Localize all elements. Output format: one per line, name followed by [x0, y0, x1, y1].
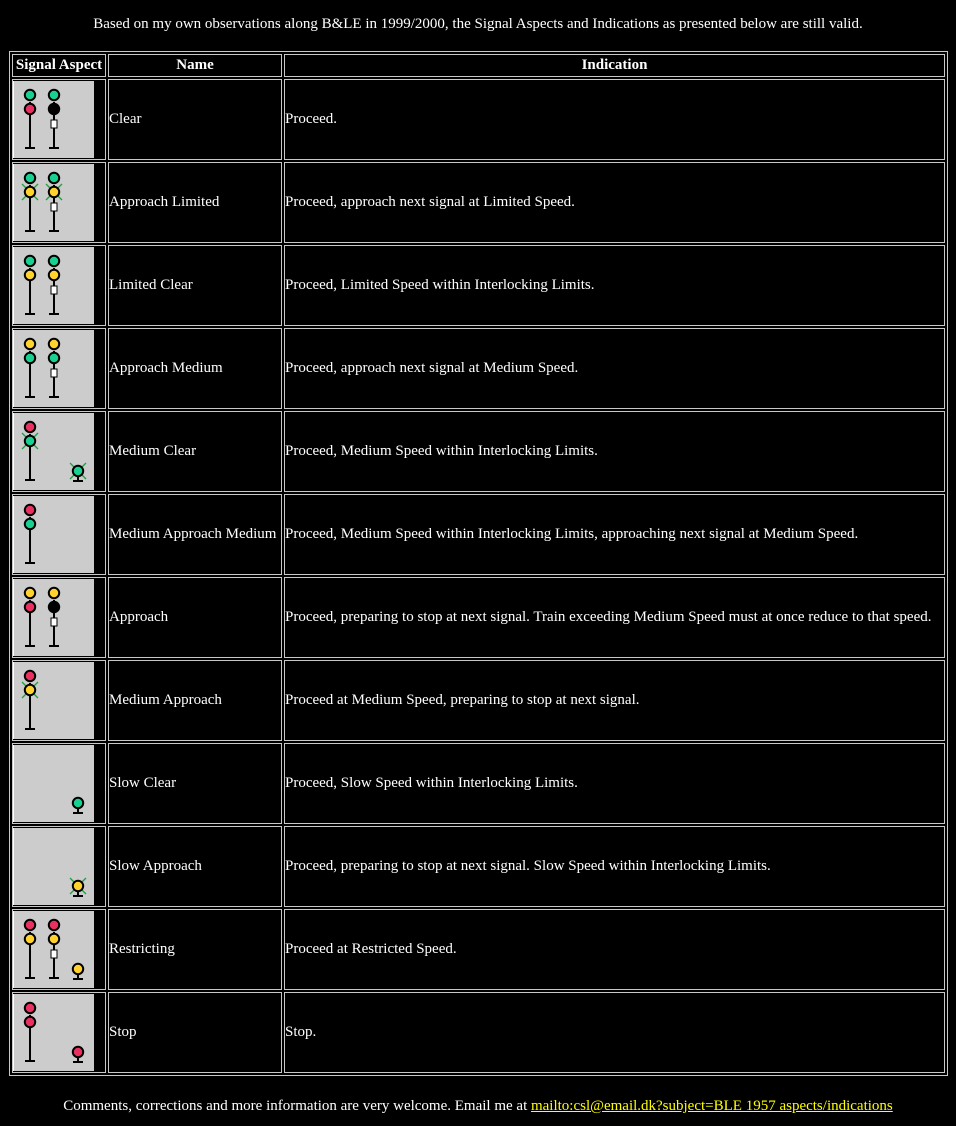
signal-aspect-image [13, 579, 94, 656]
aspect-panel [14, 745, 94, 822]
lamp-red-icon [25, 1017, 35, 1027]
aspect-indication: Proceed, approach next signal at Limited Speed. [284, 162, 945, 243]
lamp-green-icon [25, 353, 35, 363]
lamp-yellow-icon [73, 964, 83, 974]
lamp-green-icon [25, 173, 35, 183]
header-name: Name [108, 54, 282, 77]
signal-aspect-image [13, 330, 94, 407]
aspect-name: Approach Limited [108, 162, 282, 243]
aspect-indication: Proceed at Medium Speed, preparing to stop at next signal. [284, 660, 945, 741]
aspect-cell [12, 577, 106, 658]
lamp-yellow-icon [73, 881, 83, 891]
aspect-name: Medium Approach [108, 660, 282, 741]
aspect-indication: Proceed, Slow Speed within Interlocking Limits. [284, 743, 945, 824]
aspect-cell [12, 79, 106, 160]
number-plate-icon [51, 286, 57, 294]
number-plate-icon [51, 369, 57, 377]
lamp-red-icon [49, 920, 59, 930]
lamp-yellow-icon [25, 187, 35, 197]
aspect-indication: Proceed, preparing to stop at next signal. Slow Speed within Interlocking Limits. [284, 826, 945, 907]
lamp-red-icon [25, 104, 35, 114]
table-row [12, 992, 945, 1073]
aspect-name: Stop [108, 992, 282, 1073]
number-plate-icon [51, 203, 57, 211]
lamp-yellow-icon [25, 339, 35, 349]
lamp-yellow-icon [25, 685, 35, 695]
lamp-green-icon [25, 90, 35, 100]
aspect-name: Slow Clear [108, 743, 282, 824]
table-row [12, 162, 945, 243]
aspect-cell [12, 328, 106, 409]
table-row [12, 79, 945, 160]
signal-aspect-image [13, 745, 94, 822]
aspect-indication: Proceed, Medium Speed within Interlocking Limits. [284, 411, 945, 492]
header-signal-aspect: Signal Aspect [12, 54, 106, 77]
aspect-indication: Proceed. [284, 79, 945, 160]
lamp-yellow-icon [49, 270, 59, 280]
lamp-yellow-icon [25, 588, 35, 598]
lamp-red-icon [25, 671, 35, 681]
aspect-name: Medium Clear [108, 411, 282, 492]
lamp-green-icon [49, 173, 59, 183]
aspect-name: Approach Medium [108, 328, 282, 409]
aspect-name: Approach [108, 577, 282, 658]
signal-aspect-image [13, 496, 94, 573]
lamp-green-icon [49, 353, 59, 363]
lamp-red-icon [25, 920, 35, 930]
signal-aspect-image [13, 828, 94, 905]
header-indication: Indication [284, 54, 945, 77]
lamp-yellow-icon [49, 588, 59, 598]
lamp-green-icon [73, 798, 83, 808]
lamp-red-icon [25, 602, 35, 612]
table-row [12, 660, 945, 741]
aspect-indication: Proceed, Limited Speed within Interlocking Limits. [284, 245, 945, 326]
aspect-indication: Proceed at Restricted Speed. [284, 909, 945, 990]
aspect-indication: Proceed, Medium Speed within Interlocking Limits, approaching next signal at Medium Speed. [284, 494, 945, 575]
lamp-green-icon [49, 90, 59, 100]
aspect-indication: Proceed, preparing to stop at next signal. Train exceeding Medium Speed must at once reduce to that speed. [284, 577, 945, 658]
aspect-name: Restricting [108, 909, 282, 990]
aspect-name: Limited Clear [108, 245, 282, 326]
lamp-red-icon [25, 1003, 35, 1013]
signal-aspect-image [13, 81, 94, 158]
table-row [12, 494, 945, 575]
table-row [12, 577, 945, 658]
lamp-green-icon [25, 519, 35, 529]
signal-aspect-image [13, 413, 94, 490]
email-link[interactable]: mailto:csl@email.dk?subject=BLE 1957 aspects/indications [530, 1098, 893, 1114]
aspect-name: Medium Approach Medium [108, 494, 282, 575]
table-row [12, 909, 945, 990]
lamp-green-icon [25, 256, 35, 266]
aspect-cell [12, 826, 106, 907]
signal-aspect-image [13, 247, 94, 324]
aspect-cell [12, 245, 106, 326]
table-row [12, 411, 945, 492]
lamp-yellow-icon [25, 934, 35, 944]
aspect-name: Clear [108, 79, 282, 160]
signal-aspect-image [13, 994, 94, 1071]
aspect-indication: Proceed, approach next signal at Medium Speed. [284, 328, 945, 409]
intro-text: Based on my own observations along B&LE in 1999/2000, the Signal Aspects and Indications as presented below are still valid. [93, 16, 863, 32]
signal-aspect-image [13, 164, 94, 241]
table-row [12, 743, 945, 824]
lamp-green-icon [73, 466, 83, 476]
aspect-panel [14, 828, 94, 905]
table-row [12, 245, 945, 326]
number-plate-icon [51, 950, 57, 958]
lamp-green-icon [25, 436, 35, 446]
table-header-row [12, 54, 945, 77]
lamp-yellow-icon [49, 187, 59, 197]
aspect-cell [12, 660, 106, 741]
signal-table [9, 51, 948, 1076]
lamp-dark-icon [49, 602, 59, 612]
aspect-cell [12, 162, 106, 243]
lamp-yellow-icon [49, 339, 59, 349]
table-row [12, 328, 945, 409]
table-row [12, 826, 945, 907]
number-plate-icon [51, 618, 57, 626]
aspect-cell [12, 494, 106, 575]
aspect-cell [12, 743, 106, 824]
aspect-name: Slow Approach [108, 826, 282, 907]
lamp-yellow-icon [25, 270, 35, 280]
lamp-dark-icon [49, 104, 59, 114]
aspect-indication: Stop. [284, 992, 945, 1073]
lamp-yellow-icon [49, 934, 59, 944]
number-plate-icon [51, 120, 57, 128]
footer [0, 1098, 956, 1115]
lamp-green-icon [49, 256, 59, 266]
aspect-cell [12, 909, 106, 990]
footer-text: Comments, corrections and more information are very welcome. Email me at [63, 1098, 531, 1114]
lamp-red-icon [25, 422, 35, 432]
lamp-red-icon [73, 1047, 83, 1057]
signal-aspect-image [13, 662, 94, 739]
aspect-cell [12, 411, 106, 492]
signal-aspect-image [13, 911, 94, 988]
lamp-red-icon [25, 505, 35, 515]
aspect-cell [12, 992, 106, 1073]
